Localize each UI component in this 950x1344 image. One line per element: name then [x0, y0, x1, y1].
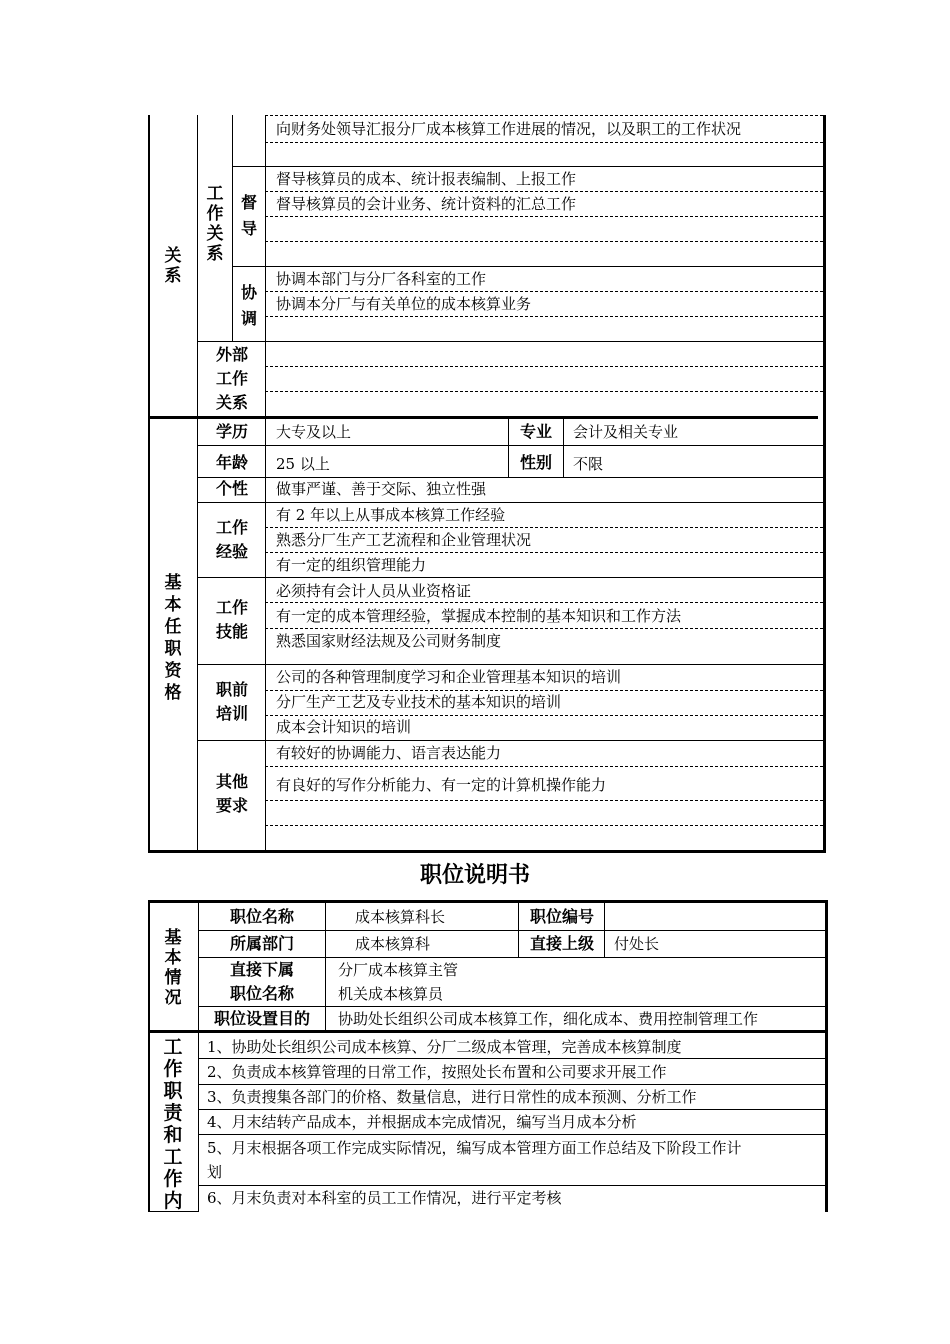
- row-divider: [232, 266, 824, 267]
- row-divider: [198, 1109, 825, 1110]
- training-item: 成本会计知识的培训: [276, 718, 412, 736]
- column-divider: [232, 115, 233, 341]
- table-border: [148, 900, 828, 903]
- department-label: 所属部门: [229, 934, 294, 953]
- other-item: 有良好的写作分析能力、有一定的计算机操作能力: [276, 776, 607, 794]
- department-value: 成本核算科: [355, 935, 431, 953]
- table-border: [148, 900, 150, 1212]
- column-divider: [325, 903, 326, 1032]
- dashed-rule: [265, 552, 823, 553]
- dashed-rule: [265, 216, 823, 217]
- table-border: [148, 850, 826, 853]
- dashed-rule: [265, 800, 823, 801]
- external-relations-label: 外部工作关系: [215, 345, 248, 412]
- experience-item: 熟悉分厂生产工艺流程和企业管理状况: [276, 531, 532, 549]
- experience-label: 工作经验: [215, 518, 248, 561]
- qualification-label: 基本任职资格: [164, 573, 182, 703]
- dashed-rule: [265, 142, 823, 143]
- skills-label: 工作技能: [215, 598, 248, 641]
- dashed-rule: [265, 602, 823, 603]
- row-divider: [197, 664, 824, 665]
- row-divider: [197, 477, 824, 478]
- position-name-value: 成本核算科长: [355, 908, 446, 926]
- training-label: 职前培训: [215, 680, 248, 723]
- gender-label: 性别: [519, 453, 552, 472]
- supervise-item: 督导核算员的成本、统计报表编制、上报工作: [276, 170, 577, 188]
- coordinate-label: 协调: [240, 283, 257, 328]
- coordinate-item: 协调本部门与分厂各科室的工作: [276, 270, 487, 288]
- subordinate-value: 分厂成本核算主管: [338, 961, 459, 979]
- education-label: 学历: [215, 422, 248, 441]
- column-divider: [198, 900, 199, 1212]
- dashed-rule: [265, 715, 823, 716]
- major-label: 专业: [519, 422, 552, 441]
- relations-label: 关系: [164, 246, 182, 286]
- dashed-rule: [265, 291, 823, 292]
- training-item: 分厂生产工艺及专业技术的基本知识的培训: [276, 693, 562, 711]
- row-divider: [197, 502, 824, 503]
- experience-item: 有一定的组织管理能力: [276, 556, 427, 574]
- duties-label: 工作职责和工作内: [163, 1036, 183, 1212]
- age-label: 年龄: [215, 453, 248, 472]
- duty-item: 划: [207, 1163, 223, 1181]
- dashed-rule: [265, 115, 823, 116]
- report-line: 向财务处领导汇报分厂成本核算工作进展的情况，以及职工的工作状况: [276, 120, 742, 138]
- duty-item: 5、月末根据各项工作完成实际情况，编写成本管理方面工作总结及下阶段工作计: [207, 1139, 742, 1157]
- gender-value: 不限: [573, 455, 604, 473]
- dashed-rule: [265, 366, 823, 367]
- other-item: 有较好的协调能力、语言表达能力: [276, 744, 502, 762]
- row-divider: [232, 166, 824, 167]
- sub-position-label: 职位名称: [229, 984, 294, 1003]
- dashed-rule: [265, 690, 823, 691]
- purpose-value: 协助处长组织公司成本核算工作，细化成本、费用控制管理工作: [338, 1010, 759, 1028]
- personality-value: 做事严谨、善于交际、独立性强: [276, 480, 487, 498]
- row-divider: [197, 445, 824, 446]
- superior-value: 付处长: [614, 935, 660, 953]
- row-divider: [198, 1084, 825, 1085]
- training-item: 公司的各种管理制度学习和企业管理基本知识的培训: [276, 668, 622, 686]
- table-border: [823, 115, 826, 853]
- dashed-rule: [265, 766, 823, 767]
- dashed-rule: [265, 191, 823, 192]
- coordinate-item: 协调本分厂与有关单位的成本核算业务: [276, 295, 532, 313]
- position-name-label: 职位名称: [229, 907, 294, 926]
- subordinate-label: 直接下属: [229, 960, 294, 979]
- document-title: 职位说明书: [419, 863, 530, 888]
- section-divider: [148, 416, 818, 419]
- supervise-item: 督导核算员的会计业务、统计资料的汇总工作: [276, 195, 577, 213]
- dashed-rule: [265, 241, 823, 242]
- column-divider: [508, 418, 509, 478]
- skills-item: 必须持有会计人员从业资格证: [276, 582, 472, 600]
- row-divider: [198, 1185, 825, 1186]
- skills-item: 熟悉国家财经法规及公司财务制度: [276, 632, 502, 650]
- work-relations-label: 工作关系: [206, 184, 224, 264]
- dashed-rule: [265, 391, 823, 392]
- column-divider: [265, 115, 266, 853]
- table-border: [148, 115, 150, 853]
- row-divider: [197, 577, 824, 578]
- supervise-label: 督导: [240, 193, 257, 238]
- dashed-rule: [265, 527, 823, 528]
- position-code-label: 职位编号: [529, 907, 594, 926]
- duty-item: 2、负责成本核算管理的日常工作，按照处长布置和公司要求开展工作: [207, 1063, 667, 1081]
- column-divider: [197, 115, 198, 853]
- duty-item: 6、月末负责对本科室的员工工作情况，进行平定考核: [207, 1189, 562, 1207]
- duty-item: 3、负责搜集各部门的价格、数量信息，进行日常性的成本预测、分析工作: [207, 1088, 697, 1106]
- dashed-rule: [265, 316, 823, 317]
- row-divider: [197, 740, 824, 741]
- duty-item: 1、协助处长组织公司成本核算、分厂二级成本管理，完善成本核算制度: [207, 1038, 682, 1056]
- other-requirements-label: 其他要求: [215, 772, 248, 815]
- experience-item: 有 2 年以上从事成本核算工作经验: [276, 506, 506, 524]
- superior-label: 直接上级: [529, 934, 594, 953]
- major-value: 会计及相关专业: [573, 423, 679, 441]
- purpose-label: 职位设置目的: [213, 1009, 310, 1028]
- personality-label: 个性: [215, 479, 248, 498]
- skills-item: 有一定的成本管理经验，掌握成本控制的基本知识和工作方法: [276, 607, 682, 625]
- row-divider: [198, 930, 825, 931]
- row-divider: [197, 341, 824, 342]
- duty-item: 4、月末结转产品成本，并根据成本完成情况，编写当月成本分析: [207, 1113, 637, 1131]
- education-value: 大专及以上: [276, 423, 352, 441]
- dashed-rule: [265, 628, 823, 629]
- sub-position-value: 机关成本核算员: [338, 985, 444, 1003]
- row-divider: [198, 1058, 825, 1059]
- column-divider: [563, 418, 564, 478]
- row-divider: [198, 1134, 825, 1135]
- basic-info-label: 基本情况: [164, 928, 182, 1008]
- table-border: [825, 900, 828, 1212]
- dashed-rule: [265, 825, 823, 826]
- age-value: 25 以上: [276, 455, 330, 473]
